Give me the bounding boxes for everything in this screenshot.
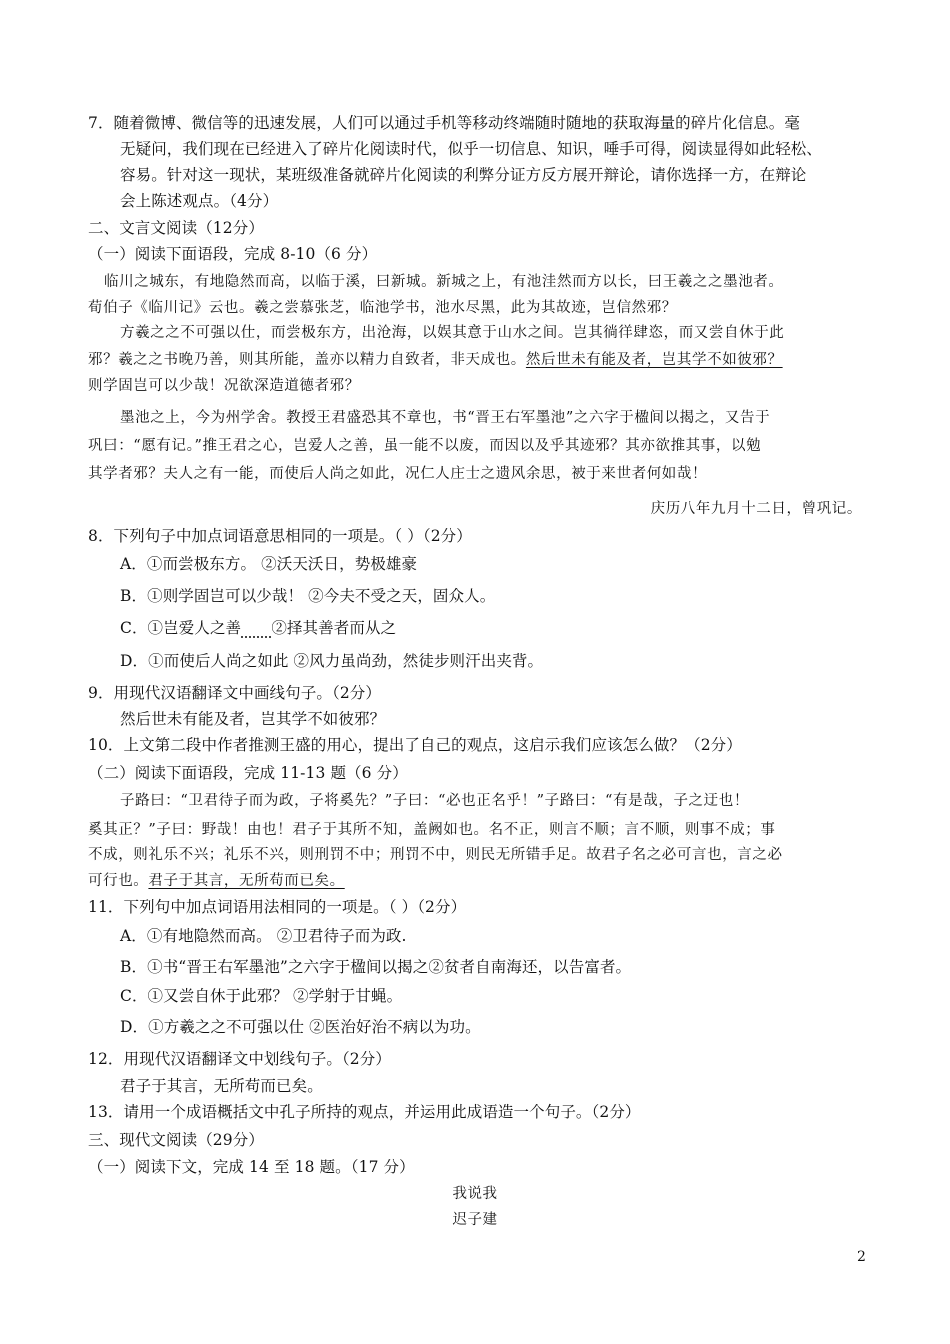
q7-line-2: 无疑问，我们现在已经进入了碎片化阅读时代，似乎一切信息、知识，唾手可得，阅读显得如此轻松、 — [120, 140, 823, 158]
q11-option-b: B．①书“晋王右军墨池”之六字于楹间以揭之②贫者自南海还，以告富者。 — [120, 958, 632, 976]
q8-option-c — [120, 618, 396, 638]
q12-sentence: 君子于其言，无所苟而已矣。 — [120, 1077, 323, 1095]
q7-line-4: 会上陈述观点。（4分） — [120, 192, 279, 210]
q8-option-c-part-1: C．①岂爱人之善 — [120, 619, 242, 637]
underlined-sentence-q9: 然后世未有能及者，岂其学不如彼邪？ — [525, 352, 783, 368]
q11-option-a: A．①有地隐然而高。 ②卫君待子而为政. — [120, 927, 407, 945]
page-number: 2 — [856, 1249, 866, 1265]
q13-stem: 13．请用一个成语概括文中孔子所持的观点，并运用此成语造一个句子。（2分） — [88, 1103, 641, 1121]
passage-3-line-1: 墨池之上，今为州学舍。教授王君盛恐其不章也，书“晋王右军墨池”之六字于楹间以揭之，又告于 — [120, 410, 771, 426]
q11-option-d: D．①方羲之之不可强以仕 ②医治好治不病以为功。 — [120, 1018, 481, 1036]
underlined-sentence-q12: 君子于其言，无所苟而已矣。 — [148, 873, 345, 889]
q12-stem: 12．用现代汉语翻译文中划线句子。（2分） — [88, 1050, 391, 1068]
section-2-title: 二、文言文阅读（12分） — [88, 219, 264, 237]
article-author: 迟子建 — [452, 1212, 498, 1228]
q7-line-3: 容易。针对这一现状，某班级准备就碎片化阅读的利弊分证方反方展开辩论，请你选择一方，在辩论 — [120, 166, 807, 184]
q8-stem: 8．下列句子中加点词语意思相同的一项是。（ ）（2分） — [88, 527, 472, 545]
q8-option-c-part-2: ②择其善者而从之 — [271, 619, 397, 637]
passage-4-line-4 — [88, 871, 345, 891]
passage-4-line-2: 奚其正？”子曰：野哉！由也！君子于其所不知，盖阙如也。名不正，则言不顺；言不顺，则事不成；事 — [88, 822, 776, 838]
passage-3-line-2: 巩曰：“愿有记。”推王君之心，岂爱人之善，虽一能不以废，而因以及乎其迹邪？其亦欲推其事，以勉 — [88, 438, 762, 454]
passage-4-line-1: 子路曰：“卫君待子而为政，子将奚先？”子曰：“必也正名乎！”子路曰：“有是哉，子之迂也！ — [120, 793, 749, 809]
q8-option-b: B．①则学固岂可以少哉！ ②今夫不受之天，固众人。 — [120, 587, 496, 605]
passage-2-line-3: 则学固岂可以少哉！况欲深造道德者邪？ — [88, 378, 360, 394]
passage-4-line-4-text: 可行也。 — [88, 873, 149, 889]
q8-option-a: A．①而尝极东方。 ②沃天沃日，势极雄豪 — [120, 555, 418, 573]
passage-1-line-1: 临川之城东，有地隐然而高，以临于溪，曰新城。新城之上，有池洼然而方以长，曰王羲之之墨池者。 — [104, 274, 784, 290]
article-title: 我说我 — [452, 1186, 498, 1202]
q9-stem: 9．用现代汉语翻译文中画线句子。（2分） — [88, 684, 381, 702]
passage-2-line-2 — [88, 350, 783, 370]
passage-1-line-2: 荀伯子《临川记》云也。羲之尝慕张芝，临池学书，池水尽黑，此为其故迹，岂信然邪？ — [88, 300, 677, 316]
q8-emphasis-dots — [241, 619, 271, 637]
q8-option-d: D．①而使后人尚之如此 ②风力虽尚劲，然徒步则汗出夹背。 — [120, 652, 544, 670]
q11-option-c: C．①又尝自休于此邪？ ②学射于甘蝇。 — [120, 987, 403, 1005]
passage-4-line-3: 不成，则礼乐不兴；礼乐不兴，则刑罚不中；刑罚不中，则民无所错手足。故君子名之必可言也，言之必 — [88, 847, 783, 863]
subsection-3-1-title: （一）阅读下文，完成 14 至 18 题。（17 分） — [88, 1158, 415, 1176]
q11-stem: 11．下列句中加点词语用法相同的一项是。（ ）（2分） — [88, 898, 467, 916]
passage-3-line-3: 其学者邪？夫人之有一能，而使后人尚之如此，况仁人庄士之遗风余思，被于来世者何如哉！ — [88, 466, 708, 482]
q9-sentence: 然后世未有能及者，岂其学不如彼邪？ — [120, 710, 386, 728]
q7-line-1: 7．随着微博、微信等的迅速发展，人们可以通过手机等移动终端随时随地的获取海量的碎片化信息。毫 — [88, 114, 800, 132]
section-3-title: 三、现代文阅读（29分） — [88, 1131, 264, 1149]
subsection-2-title: （二）阅读下面语段，完成 11-13 题（6 分） — [88, 764, 408, 782]
passage-2-line-1: 方羲之之不可强以仕，而尝极东方，出沧海，以娱其意于山水之间。岂其徜徉肆恣，而又尝自休于此 — [120, 325, 785, 341]
signature: 庆历八年九月十二日，曾巩记。 — [650, 501, 862, 517]
q10-stem: 10．上文第二段中作者推测王盛的用心，提出了自己的观点，这启示我们应该怎么做？（2分） — [88, 736, 742, 754]
passage-2-line-2-text: 邪？羲之之书晚乃善，则其所能，盖亦以精力自致者，非天成也。 — [88, 352, 526, 368]
subsection-1-title: （一）阅读下面语段，完成 8-10（6 分） — [88, 245, 378, 263]
